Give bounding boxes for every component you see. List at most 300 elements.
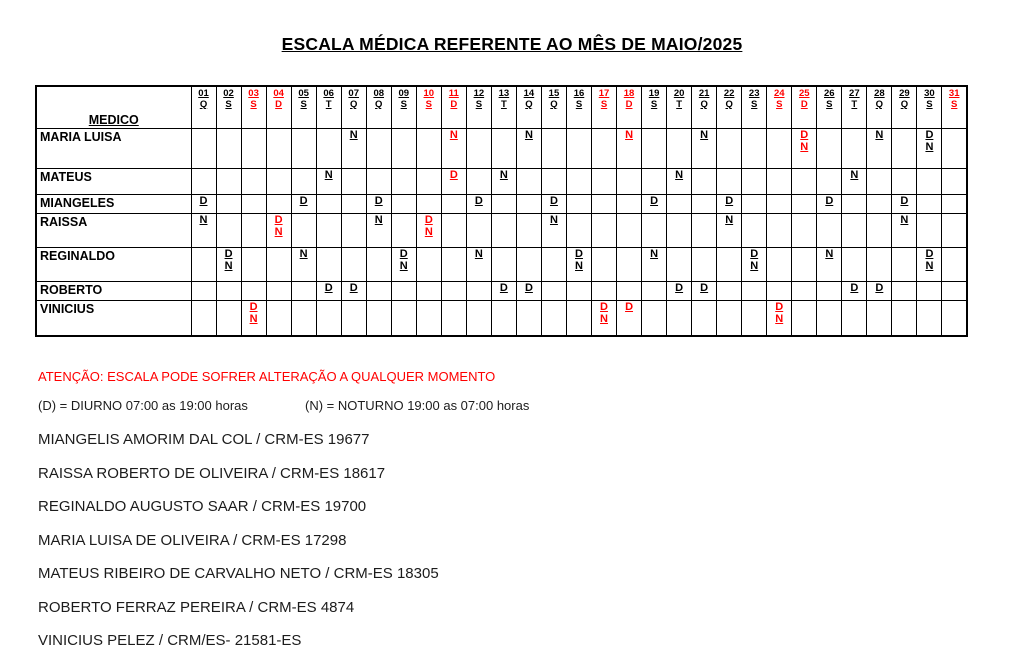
shift-cell	[942, 168, 967, 194]
doctor-name-cell: VINICIUS	[36, 300, 191, 336]
day-number: 12	[473, 88, 485, 99]
shift-cell	[191, 281, 216, 300]
shift-cell	[491, 168, 516, 194]
shift-cell	[316, 168, 341, 194]
day-header-27	[842, 86, 867, 128]
day-header-10	[416, 86, 441, 128]
weekday-letter: T	[500, 98, 507, 110]
day-header-05	[291, 86, 316, 128]
shift-cell	[692, 281, 717, 300]
day-header-07	[341, 86, 366, 128]
weekday-letter: Q	[550, 98, 558, 110]
day-header-14	[516, 86, 541, 128]
shift-cell	[942, 281, 967, 300]
shift-mark: D	[700, 281, 709, 294]
shift-cell	[592, 281, 617, 300]
shift-cell	[316, 213, 341, 247]
shift-cell	[241, 213, 266, 247]
shift-cell	[541, 213, 566, 247]
shift-mark: N	[575, 260, 583, 272]
shift-cell	[466, 213, 491, 247]
shift-mark: N	[925, 260, 934, 272]
shift-cell	[592, 168, 617, 194]
shift-mark: N	[850, 168, 859, 181]
row-reginaldo	[36, 247, 967, 281]
shift-cell	[466, 194, 491, 213]
shift-cell	[366, 247, 391, 281]
shift-cell	[867, 300, 892, 336]
shift-cell	[642, 168, 667, 194]
weekday-letter: S	[400, 98, 407, 110]
shift-cell	[767, 128, 792, 168]
shift-cell	[191, 213, 216, 247]
shift-cell	[892, 194, 917, 213]
day-header-09	[391, 86, 416, 128]
shift-cell	[792, 247, 817, 281]
medico-header-label: MEDICO	[88, 112, 139, 127]
shift-cell	[867, 128, 892, 168]
shift-mark: N	[374, 213, 383, 226]
shift-mark: D	[775, 300, 784, 313]
shift-cell	[466, 281, 491, 300]
shift-cell	[817, 281, 842, 300]
shift-cell	[241, 194, 266, 213]
shift-mark: D	[424, 213, 433, 226]
shift-cell	[742, 168, 767, 194]
shift-cell	[842, 194, 867, 213]
shift-cell	[742, 300, 767, 336]
shift-cell	[241, 247, 266, 281]
shift-cell	[742, 128, 767, 168]
shift-mark: N	[900, 213, 909, 226]
shift-cell	[742, 247, 767, 281]
shift-mark: D	[524, 281, 533, 294]
shift-cell	[466, 300, 491, 336]
shift-cell	[667, 247, 692, 281]
shift-mark: D	[925, 128, 934, 141]
shift-cell	[692, 213, 717, 247]
day-number: 31	[948, 88, 960, 99]
day-header-17	[592, 86, 617, 128]
day-number: 07	[348, 88, 359, 99]
day-number: 21	[698, 88, 710, 99]
shift-cell	[892, 300, 917, 336]
shift-cell	[617, 168, 642, 194]
weekday-letter: S	[826, 98, 833, 110]
weekday-letter: T	[325, 98, 332, 110]
shift-cell	[717, 281, 742, 300]
shift-cell	[291, 213, 316, 247]
doctor-credential: REGINALDO AUGUSTO SAAR / CRM-ES 19700	[38, 498, 367, 515]
doctor-list	[38, 423, 1024, 658]
shift-mark: D	[925, 247, 934, 260]
shift-cell	[491, 300, 516, 336]
shift-cell	[617, 300, 642, 336]
weekday-letter: S	[300, 98, 307, 110]
shift-cell	[842, 247, 867, 281]
shift-mark: D	[575, 247, 583, 260]
day-number: 30	[924, 88, 935, 99]
shift-cell	[191, 168, 216, 194]
shift-mark: D	[850, 281, 859, 294]
shift-cell	[516, 300, 541, 336]
shift-mark: D	[875, 281, 884, 294]
day-header-02	[216, 86, 241, 128]
shift-cell	[792, 213, 817, 247]
shift-cell	[291, 194, 316, 213]
day-header-22	[717, 86, 742, 128]
shift-cell	[391, 168, 416, 194]
shift-mark: N	[199, 213, 208, 226]
shift-cell	[391, 247, 416, 281]
shift-cell	[842, 300, 867, 336]
shift-cell	[917, 194, 942, 213]
day-number: 27	[849, 88, 860, 99]
shift-cell	[942, 128, 967, 168]
shift-cell	[892, 247, 917, 281]
shift-cell	[516, 128, 541, 168]
shift-cell	[566, 168, 591, 194]
shift-cell	[942, 213, 967, 247]
shift-mark: D	[299, 194, 308, 207]
weekday-letter: T	[676, 98, 683, 110]
shift-cell	[391, 281, 416, 300]
shift-cell	[291, 300, 316, 336]
shift-mark: N	[274, 226, 283, 238]
shift-cell	[717, 168, 742, 194]
day-header-21	[692, 86, 717, 128]
shift-mark: D	[224, 247, 233, 260]
shift-cell	[416, 300, 441, 336]
day-header-19	[642, 86, 667, 128]
shift-cell	[216, 168, 241, 194]
shift-cell	[566, 247, 591, 281]
shift-cell	[642, 281, 667, 300]
shift-mark: N	[650, 247, 659, 260]
day-number: 25	[798, 88, 810, 99]
shift-cell	[592, 128, 617, 168]
shift-cell	[817, 247, 842, 281]
shift-cell	[892, 128, 917, 168]
shift-mark: N	[800, 141, 809, 153]
doctor-name-cell: REGINALDO	[36, 247, 191, 281]
shift-cell	[842, 128, 867, 168]
shift-cell	[266, 194, 291, 213]
shift-mark: N	[224, 260, 233, 272]
shift-cell	[391, 194, 416, 213]
shift-cell	[592, 213, 617, 247]
weekday-letter: Q	[375, 98, 383, 110]
shift-cell	[491, 281, 516, 300]
shift-mark: D	[750, 247, 759, 260]
shift-cell	[867, 281, 892, 300]
day-number: 03	[248, 88, 259, 99]
day-number: 05	[298, 88, 309, 99]
shift-mark: N	[349, 128, 358, 141]
shift-cell	[892, 213, 917, 247]
shift-cell	[441, 128, 466, 168]
day-number: 04	[273, 88, 284, 99]
shift-mark: D	[650, 194, 659, 207]
day-header-31	[942, 86, 967, 128]
shift-cell	[917, 300, 942, 336]
day-header-12	[466, 86, 491, 128]
shift-cell	[491, 128, 516, 168]
weekday-letter: S	[951, 98, 958, 110]
shift-cell	[667, 213, 692, 247]
shift-cell	[867, 194, 892, 213]
day-header-16	[566, 86, 591, 128]
shift-mark: N	[299, 247, 308, 260]
weekday-letter: S	[475, 98, 483, 110]
day-header-25	[792, 86, 817, 128]
shift-cell	[341, 194, 366, 213]
weekday-letter: Q	[725, 98, 733, 110]
shift-cell	[541, 300, 566, 336]
shift-cell	[792, 128, 817, 168]
shift-cell	[942, 300, 967, 336]
shift-cell	[341, 168, 366, 194]
shift-cell	[241, 300, 266, 336]
shift-cell	[491, 213, 516, 247]
shift-cell	[516, 213, 541, 247]
table-header-row	[36, 86, 967, 128]
shift-mark: D	[399, 247, 408, 260]
shift-cell	[516, 281, 541, 300]
weekday-letter: S	[225, 98, 232, 110]
shift-cell	[191, 247, 216, 281]
weekday-letter: Q	[199, 98, 208, 110]
weekday-letter: S	[600, 98, 608, 110]
shift-cell	[917, 213, 942, 247]
weekday-letter: D	[275, 98, 283, 110]
shift-cell	[266, 281, 291, 300]
shift-cell	[892, 281, 917, 300]
row-raissa	[36, 213, 967, 247]
legend-diurno: (D) = DIURNO 07:00 as 19:00 horas	[38, 398, 248, 413]
shift-cell	[692, 300, 717, 336]
shift-cell	[241, 168, 266, 194]
shift-cell	[216, 213, 241, 247]
shift-mark: N	[925, 141, 934, 153]
day-header-15	[541, 86, 566, 128]
day-header-03	[241, 86, 266, 128]
shift-cell	[767, 168, 792, 194]
shift-cell	[291, 281, 316, 300]
shift-cell	[491, 247, 516, 281]
shift-cell	[316, 300, 341, 336]
shift-cell	[441, 194, 466, 213]
shift-cell	[441, 247, 466, 281]
shift-cell	[592, 194, 617, 213]
shift-cell	[541, 281, 566, 300]
day-number: 19	[648, 88, 660, 99]
shift-cell	[842, 281, 867, 300]
shift-mark: D	[449, 168, 458, 181]
shift-cell	[341, 247, 366, 281]
day-header-29	[892, 86, 917, 128]
shift-cell	[717, 194, 742, 213]
day-header-26	[817, 86, 842, 128]
shift-cell	[341, 300, 366, 336]
day-header-18	[617, 86, 642, 128]
shift-cell	[767, 213, 792, 247]
weekday-letter: T	[851, 98, 858, 110]
weekday-letter: Q	[900, 98, 909, 110]
shift-cell	[541, 168, 566, 194]
shift-cell	[316, 128, 341, 168]
day-header-08	[366, 86, 391, 128]
doctor-name-cell: MATEUS	[36, 168, 191, 194]
shift-mark: N	[449, 128, 458, 141]
shift-mark: N	[474, 247, 483, 260]
day-number: 11	[448, 88, 459, 99]
shift-cell	[867, 168, 892, 194]
shift-mark: D	[825, 194, 834, 207]
row-maria-luisa	[36, 128, 967, 168]
row-vinicius	[36, 300, 967, 336]
shift-cell	[366, 300, 391, 336]
shift-mark: N	[249, 313, 258, 325]
day-header-28	[867, 86, 892, 128]
weekday-letter: S	[751, 98, 758, 110]
shift-cell	[842, 213, 867, 247]
shift-cell	[617, 194, 642, 213]
weekday-letter: S	[650, 98, 658, 110]
shift-cell	[717, 128, 742, 168]
shift-cell	[566, 194, 591, 213]
row-mateus	[36, 168, 967, 194]
shift-cell	[241, 128, 266, 168]
shift-cell	[667, 168, 692, 194]
shift-cell	[516, 194, 541, 213]
shift-cell	[792, 194, 817, 213]
day-number: 13	[498, 88, 510, 99]
shift-cell	[566, 281, 591, 300]
shift-mark: D	[199, 194, 208, 207]
shift-cell	[717, 247, 742, 281]
schedule-table	[35, 85, 968, 337]
shift-mark: D	[374, 194, 383, 207]
shift-cell	[416, 281, 441, 300]
shift-mark: N	[600, 313, 608, 325]
day-number: 20	[673, 88, 685, 99]
shift-cell	[817, 194, 842, 213]
shift-cell	[617, 128, 642, 168]
legend-noturno: (N) = NOTURNO 19:00 as 07:00 horas	[305, 398, 530, 413]
shift-cell	[767, 194, 792, 213]
day-header-11	[441, 86, 466, 128]
shift-mark: D	[499, 281, 508, 294]
shift-cell	[892, 168, 917, 194]
shift-cell	[867, 213, 892, 247]
shift-cell	[667, 128, 692, 168]
warning-text: ATENÇÃO: ESCALA PODE SOFRER ALTERAÇÃO A QUALQUER MOMENTO	[38, 369, 496, 384]
shift-cell	[817, 300, 842, 336]
shift-mark: N	[324, 168, 333, 181]
day-number: 23	[748, 88, 760, 99]
shift-mark: N	[524, 128, 533, 141]
shift-cell	[366, 281, 391, 300]
day-header-01	[191, 86, 216, 128]
shift-cell	[566, 128, 591, 168]
shift-cell	[391, 128, 416, 168]
shift-cell	[341, 213, 366, 247]
shift-cell	[617, 281, 642, 300]
shift-cell	[441, 168, 466, 194]
shift-mark: N	[499, 168, 508, 181]
shift-mark: D	[324, 281, 333, 294]
shift-cell	[917, 281, 942, 300]
shift-cell	[441, 213, 466, 247]
weekday-letter: Q	[875, 98, 884, 110]
medico-header-cell	[36, 86, 191, 128]
shift-cell	[341, 128, 366, 168]
shift-mark: N	[775, 313, 784, 325]
shift-cell	[767, 247, 792, 281]
row-miangeles	[36, 194, 967, 213]
shift-cell	[541, 194, 566, 213]
shift-cell	[566, 213, 591, 247]
shift-cell	[717, 300, 742, 336]
weekday-letter: D	[450, 98, 458, 110]
doctor-name-cell: MARIA LUISA	[36, 128, 191, 168]
shift-cell	[642, 247, 667, 281]
day-number: 09	[398, 88, 410, 99]
shift-cell	[717, 213, 742, 247]
shift-cell	[241, 281, 266, 300]
shift-mark: D	[800, 128, 809, 141]
shift-cell	[742, 213, 767, 247]
shift-cell	[216, 300, 241, 336]
shift-cell	[917, 247, 942, 281]
doctor-name-cell: ROBERTO	[36, 281, 191, 300]
weekday-letter: S	[926, 98, 933, 110]
day-number: 15	[548, 88, 560, 99]
day-number: 06	[323, 88, 334, 99]
shift-cell	[216, 194, 241, 213]
shift-cell	[341, 281, 366, 300]
shift-cell	[491, 194, 516, 213]
shift-cell	[617, 213, 642, 247]
shift-mark: N	[750, 260, 759, 272]
shift-cell	[692, 194, 717, 213]
day-number: 14	[523, 88, 535, 99]
shift-mark: N	[424, 226, 433, 238]
shift-cell	[642, 128, 667, 168]
shift-cell	[366, 128, 391, 168]
day-number: 10	[423, 88, 435, 99]
shift-mark: D	[900, 194, 909, 207]
shift-cell	[216, 128, 241, 168]
shift-cell	[692, 128, 717, 168]
day-header-04	[266, 86, 291, 128]
legend	[38, 398, 1024, 413]
shift-mark: N	[825, 247, 834, 260]
doctor-credential: MIANGELIS AMORIM DAL COL / CRM-ES 19677	[38, 431, 370, 448]
shift-cell	[942, 247, 967, 281]
day-number: 16	[573, 88, 585, 99]
shift-cell	[441, 281, 466, 300]
shift-cell	[642, 213, 667, 247]
shift-mark: N	[875, 128, 884, 141]
shift-cell	[416, 213, 441, 247]
shift-cell	[316, 194, 341, 213]
day-number: 29	[899, 88, 910, 99]
weekday-letter: D	[800, 98, 808, 110]
shift-cell	[466, 168, 491, 194]
day-number: 24	[773, 88, 785, 99]
